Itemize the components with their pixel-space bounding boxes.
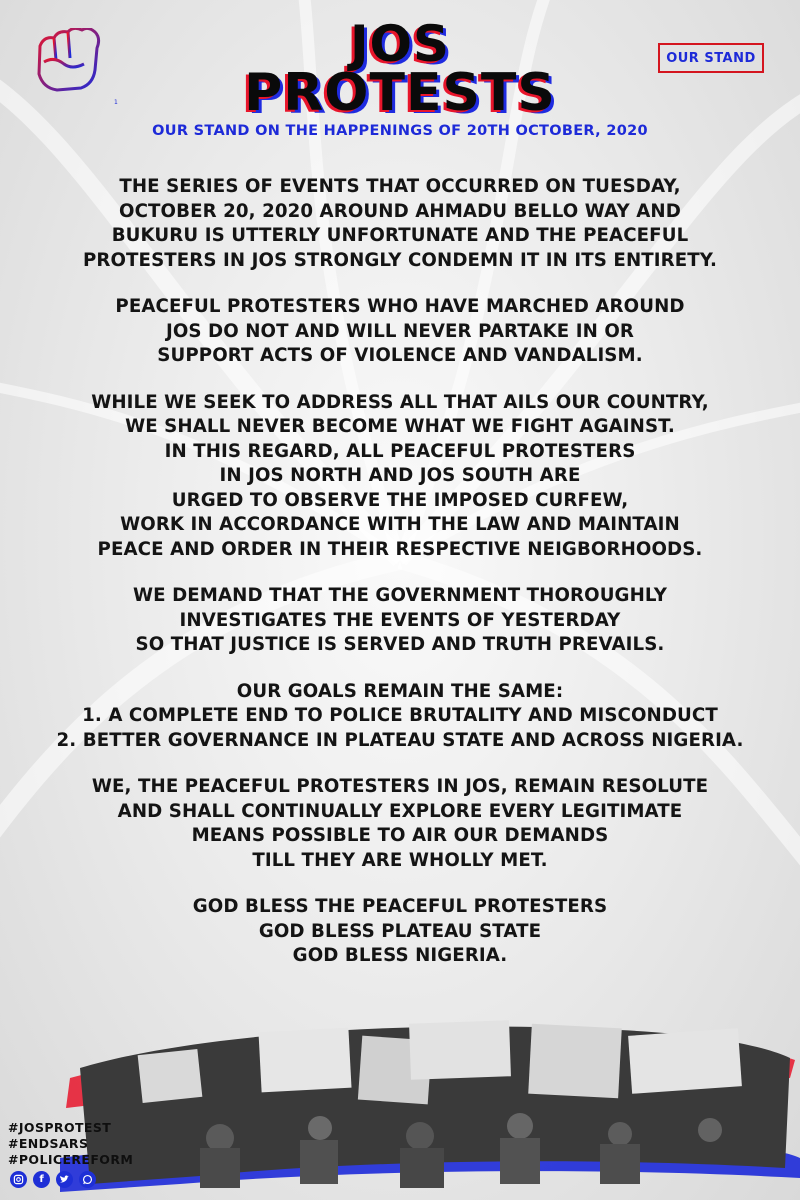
statement <box>0 175 800 991</box>
statement-line: URGED TO OBSERVE THE IMPOSED CURFEW, <box>171 489 629 511</box>
paragraph-7 <box>0 895 800 969</box>
statement-line: PEACEFUL PROTESTERS WHO HAVE MARCHED AROUND <box>115 296 685 317</box>
paragraph-5 <box>0 680 800 754</box>
statement-line: SUPPORT ACTS OF VIOLENCE AND VANDALISM. <box>157 345 643 366</box>
statement-line: 2. BETTER GOVERNANCE IN PLATEAU STATE AND ACROSS NIGERIA. <box>56 729 744 751</box>
crowd-photo <box>80 1020 790 1188</box>
instagram-icon <box>10 1171 27 1188</box>
protest-photo-strip <box>60 1008 800 1200</box>
statement-line: INVESTIGATES THE EVENTS OF YESTERDAY <box>179 609 621 631</box>
twitter-icon <box>56 1171 73 1188</box>
hashtag-endsars: #ENDSARS <box>8 1136 89 1151</box>
statement-line: IN JOS NORTH AND JOS SOUTH ARE <box>219 465 581 486</box>
statement-line: GOD BLESS PLATEAU STATE <box>258 920 542 942</box>
statement-line: WE, THE PEACEFUL PROTESTERS IN JOS, REMAIN RESOLUTE <box>91 776 709 797</box>
paragraph-6 <box>0 775 800 873</box>
statement-line: MEANS POSSIBLE TO AIR OUR DEMANDS <box>191 825 609 846</box>
subtitle: OUR STAND ON THE HAPPENINGS OF 20TH OCTOBER, 2020 <box>152 123 648 139</box>
statement-line: SO THAT JUSTICE IS SERVED AND TRUTH PREVAILS. <box>135 634 665 655</box>
statement-line: WORK IN ACCORDANCE WITH THE LAW AND MAINTAIN <box>120 514 680 535</box>
title-line-1: JOS <box>349 15 451 73</box>
statement-line: OUR GOALS REMAIN THE SAME: <box>236 680 564 702</box>
statement-line: GOD BLESS NIGERIA. <box>292 945 508 966</box>
facebook-icon: f <box>33 1171 50 1188</box>
hashtags <box>8 1120 133 1168</box>
our-stand-badge: OUR STAND <box>658 43 764 73</box>
statement-line: WE DEMAND THAT THE GOVERNMENT THOROUGHLY <box>132 585 668 606</box>
statement-line: IN THIS REGARD, ALL PEACEFUL PROTESTERS <box>164 440 636 462</box>
statement-line: BUKURU IS UTTERLY UNFORTUNATE AND THE PEACEFUL <box>111 225 689 246</box>
statement-line: WHILE WE SEEK TO ADDRESS ALL THAT AILS OUR COUNTRY, <box>91 391 709 413</box>
hashtag-policereform: #POLICEREFORM <box>8 1152 134 1167</box>
statement-line: PEACE AND ORDER IN THEIR RESPECTIVE NEIGBORHOODS. <box>97 538 703 560</box>
statement-line: THE SERIES OF EVENTS THAT OCCURRED ON TUESDAY, <box>119 176 681 197</box>
statement-line: TILL THEY ARE WHOLLY MET. <box>252 849 548 871</box>
statement-line: PROTESTERS IN JOS STRONGLY CONDEMN IT IN ITS ENTIRETY. <box>82 249 718 271</box>
title-line-2: PROTESTS <box>244 63 556 123</box>
statement-line: 1. A COMPLETE END TO POLICE BRUTALITY AND MISCONDUCT <box>82 705 718 726</box>
paragraph-2 <box>0 295 800 369</box>
statement-line: OCTOBER 20, 2020 AROUND AHMADU BELLO WAY AND <box>119 200 681 222</box>
paragraph-4 <box>0 584 800 658</box>
statement-line: WE SHALL NEVER BECOME WHAT WE FIGHT AGAINST. <box>125 416 675 437</box>
paragraph-3 <box>0 391 800 563</box>
statement-line: JOS DO NOT AND WILL NEVER PARTAKE IN OR <box>165 320 635 342</box>
whatsapp-icon <box>79 1171 96 1188</box>
paragraph-1 <box>0 175 800 273</box>
social-icons <box>10 1171 96 1188</box>
statement-line: GOD BLESS THE PEACEFUL PROTESTERS <box>192 896 608 917</box>
svg-text:1: 1 <box>114 99 118 106</box>
hashtag-josprotest: #JOSPROTEST <box>8 1120 112 1135</box>
statement-line: AND SHALL CONTINUALLY EXPLORE EVERY LEGITIMATE <box>117 800 683 822</box>
